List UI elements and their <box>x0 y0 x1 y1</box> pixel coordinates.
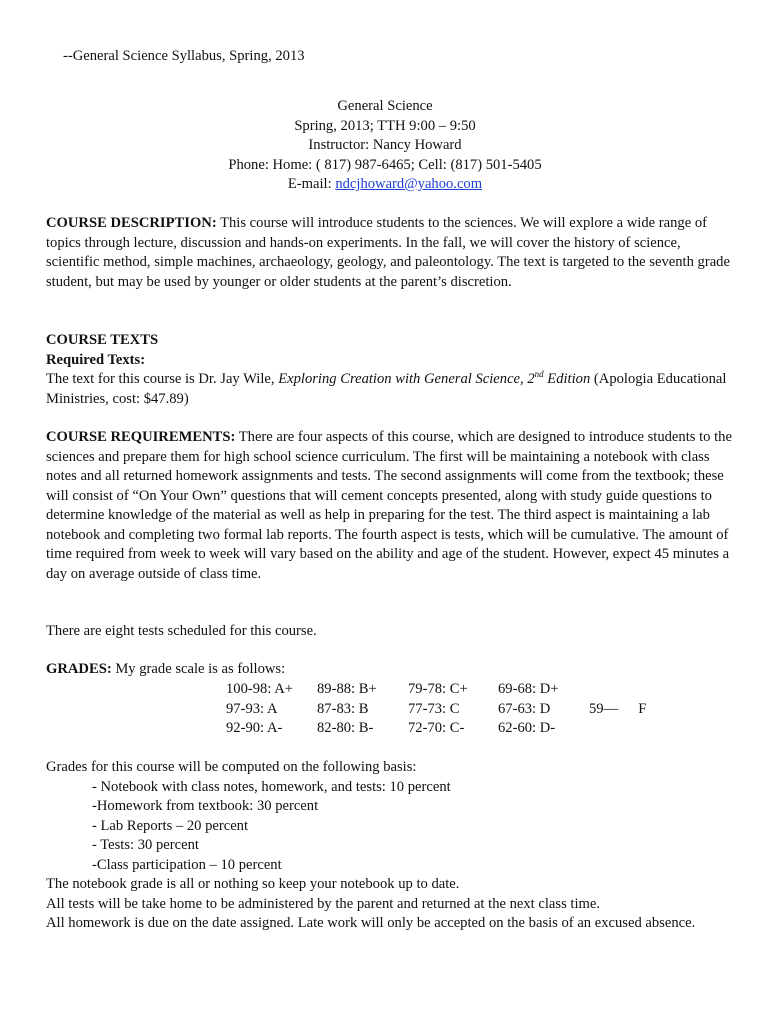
requirements-body: There are four aspects of this course, which are designed to introduce students to the sciences and prepare them for high school science curriculum. The first will be maintaining a notebook with class notes and all returned homework assignments and tests. The second assignments will come from the textbook; these will consist of “On Your Own” questions that will cement concepts presented, along with study guide questions to determine knowledge of the material as well as help in preparing for the test. The third aspect is maintaining a lab notebook and completing two formal lab reports. The fourth aspect is tests, which will be cumulative. The amount of time required from week to week will vary based on the ability and age of the student. However, expect 45 minutes a day on average outside of class time. <box>46 429 732 582</box>
computation-item: - Tests: 30 percent <box>92 837 199 853</box>
computation-item: - Lab Reports – 20 percent <box>92 817 249 834</box>
textbook-publisher: (Apologia Educational Ministries, cost: $47.89) <box>46 371 727 407</box>
course-requirements <box>46 428 736 584</box>
fail-range: 59— <box>589 701 619 717</box>
textbook-line <box>46 370 736 409</box>
grade-fail-cell <box>589 700 646 720</box>
grade-cell: 92-90: A- <box>226 720 283 736</box>
textbook-title: Exploring Creation with General Science, 2nd Edition <box>278 369 591 387</box>
email-label: E-mail: <box>287 176 336 192</box>
requirements-heading: COURSE REQUIREMENTS: <box>46 429 236 445</box>
grade-cell: 89-88: B+ <box>317 681 377 697</box>
course-title: General Science <box>337 98 433 114</box>
fail-letter: F <box>638 701 647 717</box>
grades-heading-line <box>46 660 736 680</box>
grade-cell: 67-63: D <box>498 700 551 717</box>
running-head: --General Science Syllabus, Spring, 2013 <box>63 48 305 64</box>
grade-cell: 72-70: C- <box>408 720 465 736</box>
grade-cell: 62-60: D- <box>498 720 556 736</box>
grade-cell: 82-80: B- <box>317 720 374 736</box>
policy-note: All homework is due on the date assigned. Late work will only be accepted on the basis of an excused absence. <box>46 915 696 931</box>
grade-column-b <box>317 680 377 739</box>
grade-cell: 77-73: C <box>408 700 460 717</box>
grade-cell: 79-78: C+ <box>408 681 468 697</box>
policy-note: The notebook grade is all or nothing so keep your notebook up to date. <box>46 876 460 892</box>
grade-cell: 100-98: A+ <box>226 681 294 697</box>
grade-column-a <box>226 680 293 739</box>
grade-column-d <box>498 680 559 739</box>
email-link[interactable]: ndcjhoward@yahoo.com <box>335 176 483 192</box>
grade-cell: 97-93: A <box>226 700 278 717</box>
policy-note: All tests will be take home to be administered by the parent and returned at the next class time. <box>46 895 600 912</box>
computation-item: -Class participation – 10 percent <box>92 856 282 873</box>
phone-line: Phone: Home: ( 817) 987-6465; Cell: (817) 501-5405 <box>228 156 542 173</box>
course-header <box>0 97 770 195</box>
computation-intro: Grades for this course will be computed on the following basis: <box>46 759 417 775</box>
texts-heading: COURSE TEXTS <box>46 332 159 348</box>
textbook-intro: The text for this course is Dr. Jay Wile, <box>46 371 279 387</box>
grade-column-c <box>408 680 468 739</box>
description-heading: COURSE DESCRIPTION: <box>46 215 217 231</box>
required-texts-heading: Required Texts: <box>46 351 146 368</box>
course-term: Spring, 2013; TTH 9:00 – 9:50 <box>294 117 476 134</box>
computation-item: - Notebook with class notes, homework, and tests: 10 percent <box>92 778 451 795</box>
grades-intro: My grade scale is as follows: <box>111 661 286 677</box>
grades-heading: GRADES: <box>46 661 112 677</box>
email-line <box>0 175 770 195</box>
grade-cell: 87-83: B <box>317 700 369 717</box>
computation-item: -Homework from textbook: 30 percent <box>92 798 319 814</box>
edition-superscript: nd <box>534 369 544 380</box>
description-body: This course will introduce students to the sciences. We will explore a wide range of topics through lecture, discussion and hands-on experiments. In the fall, we will cover the history of science, scientific method, simple machines, archaeology, geology, and paleontology. The text is targeted to the seventh grade student, but may be used by younger or older students at the parent’s discretion. <box>46 215 730 290</box>
grade-computation <box>46 758 736 934</box>
tests-note: There are eight tests scheduled for this course. <box>46 623 317 639</box>
grade-cell: 69-68: D+ <box>498 681 559 697</box>
instructor-line: Instructor: Nancy Howard <box>308 137 462 153</box>
course-description <box>46 214 736 292</box>
course-texts <box>46 331 736 409</box>
